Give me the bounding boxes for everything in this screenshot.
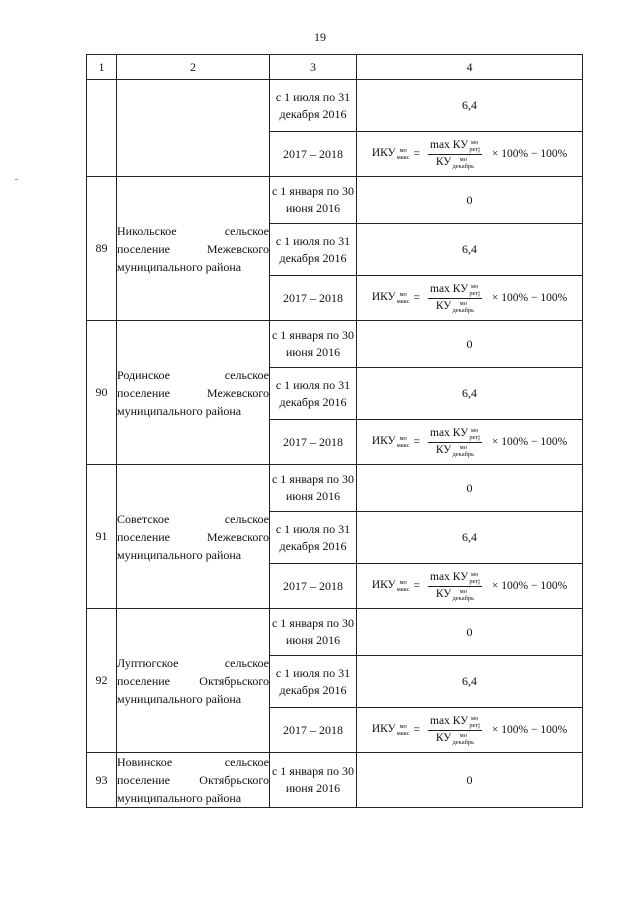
formula-num-sup: мо bbox=[470, 714, 479, 722]
formula-den-text: КУ bbox=[435, 731, 452, 744]
formula-num-text: max КУ bbox=[430, 714, 469, 727]
formula-lhs-sup: мо bbox=[399, 291, 407, 298]
formula-lhs: ИКУ bbox=[371, 147, 396, 159]
value-cell: 6,4 bbox=[357, 80, 583, 132]
formula-num-sub: регj bbox=[469, 289, 480, 297]
settlement-name bbox=[117, 177, 270, 321]
value-cell: 0 bbox=[357, 753, 583, 808]
formula-rest: × 100% − 100% bbox=[491, 436, 568, 448]
formula-lhs-sub: макс bbox=[396, 586, 410, 593]
formula-num-text: max КУ bbox=[430, 138, 469, 151]
period-cell: с 1 июля по 31 декабря 2016 bbox=[270, 224, 357, 276]
formula-denominator bbox=[436, 299, 474, 314]
value-cell: 6,4 bbox=[357, 224, 583, 276]
settlement-name-line: муниципального района bbox=[117, 791, 242, 805]
formula bbox=[357, 427, 582, 458]
row-number: 90 bbox=[87, 321, 117, 465]
formula-lhs-sub: макс bbox=[396, 298, 410, 305]
formula-fraction bbox=[428, 139, 482, 170]
table-row bbox=[87, 609, 583, 656]
row-number: 93 bbox=[87, 753, 117, 808]
formula-den-sup: мо bbox=[459, 587, 467, 595]
formula-den-sub: декабрь bbox=[452, 594, 475, 602]
formula bbox=[357, 571, 582, 602]
settlement-name-line: поселение Межевского bbox=[117, 529, 269, 544]
formula-eq: = bbox=[413, 148, 421, 160]
settlement-name-line: Никольское сельское bbox=[117, 223, 269, 238]
formula-rest: × 100% − 100% bbox=[491, 292, 568, 304]
value-cell: 6,4 bbox=[357, 656, 583, 708]
scan-speck bbox=[15, 179, 18, 180]
settlement-name-line: поселение Октябрьского bbox=[117, 773, 269, 787]
settlement-name bbox=[117, 465, 270, 609]
formula-lhs-sub: макс bbox=[396, 442, 410, 449]
formula-rest: × 100% − 100% bbox=[491, 148, 568, 160]
formula-num-sub: регj bbox=[469, 145, 480, 153]
formula-den-sup: мо bbox=[459, 731, 467, 739]
formula-lhs-sup: мо bbox=[399, 723, 407, 730]
formula-cell bbox=[357, 132, 583, 177]
formula-den-sup: мо bbox=[459, 155, 467, 163]
table-row bbox=[87, 753, 583, 808]
formula-cell bbox=[357, 276, 583, 321]
period-cell: 2017 – 2018 bbox=[270, 564, 357, 609]
period-cell: с 1 января по 30 июня 2016 bbox=[270, 177, 357, 224]
settlement-name bbox=[117, 753, 270, 808]
formula-cell bbox=[357, 420, 583, 465]
header-row bbox=[87, 55, 583, 80]
formula-fraction bbox=[428, 715, 482, 746]
period-cell: 2017 – 2018 bbox=[270, 708, 357, 753]
formula-lhs-sub: макс bbox=[396, 730, 410, 737]
formula-fraction bbox=[428, 427, 482, 458]
row-number: 91 bbox=[87, 465, 117, 609]
page-number: 19 bbox=[314, 30, 326, 44]
formula bbox=[357, 139, 582, 170]
formula-numerator bbox=[428, 139, 482, 155]
settlement-name-line: Советское сельское bbox=[117, 511, 269, 526]
formula-num-sup: мо bbox=[470, 426, 479, 434]
name-cell bbox=[117, 80, 270, 177]
formula-den-text: КУ bbox=[435, 443, 452, 456]
formula bbox=[357, 715, 582, 746]
formula-den-sub: декабрь bbox=[452, 450, 475, 458]
formula-lhs-sup: мо bbox=[399, 435, 407, 442]
period-cell: с 1 июля по 31 декабря 2016 bbox=[270, 512, 357, 564]
formula-num-sub: регj bbox=[469, 721, 480, 729]
formula-den-text: КУ bbox=[435, 587, 452, 600]
formula-num-text: max КУ bbox=[430, 426, 469, 439]
formula-num-sub: регj bbox=[469, 433, 480, 441]
row-number: 92 bbox=[87, 609, 117, 753]
formula-fraction bbox=[428, 283, 482, 314]
table-row bbox=[87, 321, 583, 368]
formula-rest: × 100% − 100% bbox=[491, 724, 568, 736]
period-cell: с 1 января по 30 июня 2016 bbox=[270, 465, 357, 512]
period-cell: с 1 июля по 31 декабря 2016 bbox=[270, 656, 357, 708]
formula-numerator bbox=[428, 283, 482, 299]
table-row bbox=[87, 80, 583, 132]
header-cell-2: 2 bbox=[117, 55, 270, 80]
formula-den-sup: мо bbox=[459, 299, 467, 307]
formula-den-sub: декабрь bbox=[452, 738, 475, 746]
period-cell: 2017 – 2018 bbox=[270, 420, 357, 465]
table-row bbox=[87, 465, 583, 512]
formula-eq: = bbox=[413, 724, 421, 736]
period-cell: с 1 июля по 31 декабря 2016 bbox=[270, 80, 357, 132]
period-cell: 2017 – 2018 bbox=[270, 276, 357, 321]
value-cell: 6,4 bbox=[357, 368, 583, 420]
value-cell: 0 bbox=[357, 609, 583, 656]
formula-numerator bbox=[428, 427, 482, 443]
settlement-name-line: поселение Межевского bbox=[117, 241, 269, 256]
formula-lhs: ИКУ bbox=[371, 579, 396, 591]
value-cell: 0 bbox=[357, 465, 583, 512]
formula-lhs-sup: мо bbox=[399, 579, 407, 586]
formula-eq: = bbox=[413, 292, 421, 304]
formula-den-sub: декабрь bbox=[452, 306, 475, 314]
formula-den-text: КУ bbox=[435, 155, 452, 168]
settlement-name-line: муниципального района bbox=[117, 547, 242, 562]
header-cell-3: 3 bbox=[270, 55, 357, 80]
formula-denominator bbox=[436, 731, 474, 746]
header-cell-1: 1 bbox=[87, 55, 117, 80]
formula-denominator bbox=[436, 587, 474, 602]
value-cell: 0 bbox=[357, 321, 583, 368]
formula-cell bbox=[357, 708, 583, 753]
period-cell: с 1 января по 30 июня 2016 bbox=[270, 753, 357, 808]
period-cell: с 1 января по 30 июня 2016 bbox=[270, 609, 357, 656]
settlement-name bbox=[117, 321, 270, 465]
formula-denominator bbox=[436, 155, 474, 170]
formula-rest: × 100% − 100% bbox=[491, 580, 568, 592]
formula-cell bbox=[357, 564, 583, 609]
period-cell: с 1 января по 30 июня 2016 bbox=[270, 321, 357, 368]
tariff-table bbox=[86, 54, 583, 808]
formula-lhs-sup: мо bbox=[399, 147, 407, 154]
formula-num-sup: мо bbox=[470, 570, 479, 578]
period-cell: 2017 – 2018 bbox=[270, 132, 357, 177]
settlement-name-line: Луптюгское сельское bbox=[117, 655, 269, 670]
value-cell: 0 bbox=[357, 177, 583, 224]
period-cell: с 1 июля по 31 декабря 2016 bbox=[270, 368, 357, 420]
formula-fraction bbox=[428, 571, 482, 602]
formula-eq: = bbox=[413, 580, 421, 592]
formula-num-sup: мо bbox=[470, 282, 479, 290]
formula-numerator bbox=[428, 571, 482, 587]
formula-den-sup: мо bbox=[459, 443, 467, 451]
formula-denominator bbox=[436, 443, 474, 458]
settlement-name-line: Новинское сельское bbox=[117, 755, 269, 769]
formula-lhs: ИКУ bbox=[371, 291, 396, 303]
formula-eq: = bbox=[413, 436, 421, 448]
formula-lhs-sub: макс bbox=[396, 154, 410, 161]
row-number: 89 bbox=[87, 177, 117, 321]
formula-num-text: max КУ bbox=[430, 282, 469, 295]
formula-num-sup: мо bbox=[470, 138, 479, 146]
table-row bbox=[87, 177, 583, 224]
number-cell bbox=[87, 80, 117, 177]
formula-den-sub: декабрь bbox=[452, 162, 475, 170]
value-cell: 6,4 bbox=[357, 512, 583, 564]
settlement-name-line: Родинское сельское bbox=[117, 367, 269, 382]
settlement-name bbox=[117, 609, 270, 753]
formula-num-text: max КУ bbox=[430, 570, 469, 583]
settlement-name-line: поселение Межевского bbox=[117, 385, 269, 400]
formula-num-sub: регj bbox=[469, 577, 480, 585]
settlement-name-line: поселение Октябрьского bbox=[117, 673, 269, 688]
settlement-name-line: муниципального района bbox=[117, 259, 242, 274]
formula bbox=[357, 283, 582, 314]
header-cell-4: 4 bbox=[357, 55, 583, 80]
settlement-name-line: муниципального района bbox=[117, 403, 242, 418]
settlement-name-line: муниципального района bbox=[117, 691, 242, 706]
formula-numerator bbox=[428, 715, 482, 731]
formula-lhs: ИКУ bbox=[371, 435, 396, 447]
formula-lhs: ИКУ bbox=[371, 723, 396, 735]
formula-den-text: КУ bbox=[435, 299, 452, 312]
